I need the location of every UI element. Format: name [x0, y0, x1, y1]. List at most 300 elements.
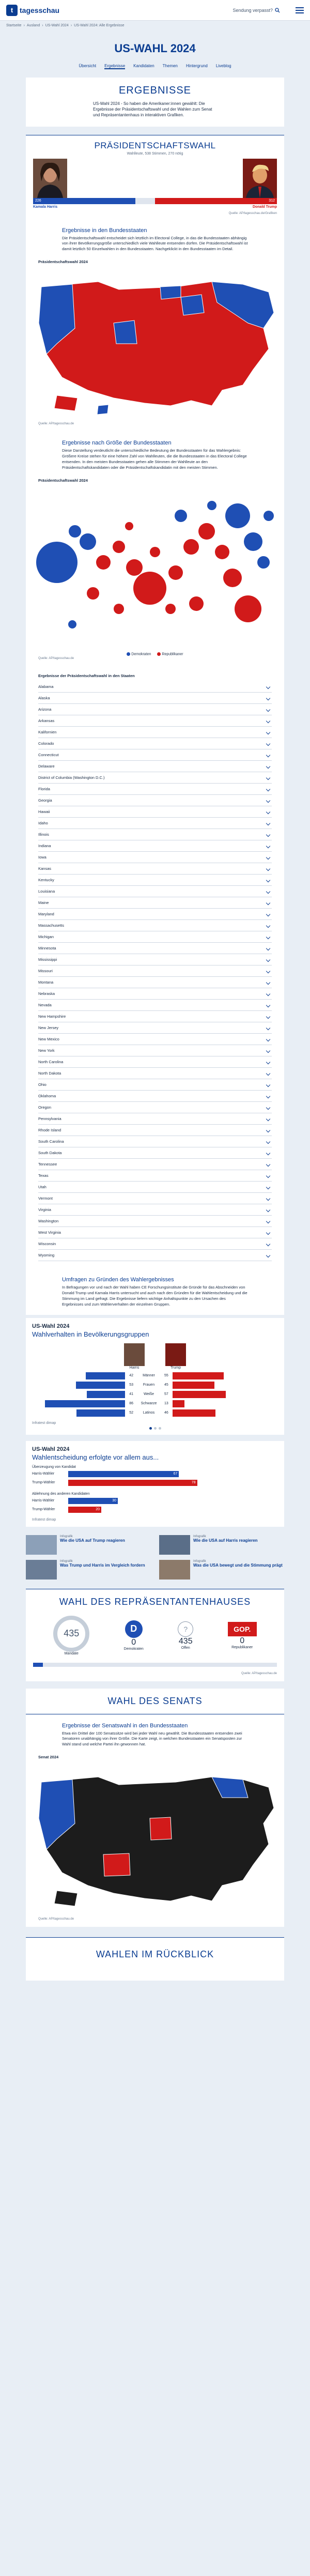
house-card	[26, 1589, 284, 1681]
state-row[interactable]	[38, 1159, 272, 1170]
survey-row	[32, 1390, 278, 1399]
chevron-down-icon	[266, 1116, 270, 1121]
state-name: Oregon	[38, 1105, 52, 1110]
page-title: US-WAHL 2024	[114, 42, 196, 55]
chevron-down-icon	[266, 787, 270, 791]
survey1-portraits	[32, 1338, 278, 1372]
state-name: Florida	[38, 787, 50, 792]
chevron-down-icon	[266, 798, 270, 802]
state-name: Idaho	[38, 821, 48, 826]
state-name: Wisconsin	[38, 1241, 56, 1247]
breadcrumb-item[interactable]: Startseite	[6, 24, 22, 27]
state-row[interactable]	[38, 943, 272, 954]
results-intro: US-Wahl 2024 - So haben die Amerikaner:innen gewählt: Die Ergebnisse der Präsidentschaftswahl und der Wahlen zum Senat und Repräsentantenhaus in interaktiven Grafiken.	[93, 101, 212, 118]
survey-value-left: 41	[129, 1392, 133, 1397]
survey2-title: Wahlentscheidung erfolgte vor allem aus...	[32, 1453, 159, 1461]
map-label: Präsidentschaftswahl 2024	[38, 259, 88, 265]
electoral-vote-bar	[33, 198, 277, 204]
state-row[interactable]	[38, 715, 272, 727]
chevron-down-icon	[266, 1139, 270, 1143]
house-dem-label: Demokraten	[123, 1647, 144, 1651]
state-row[interactable]	[38, 1227, 272, 1238]
state-row[interactable]	[38, 863, 272, 875]
survey2-row-label: Trump-Wähler	[32, 1481, 55, 1485]
state-name: Iowa	[38, 855, 47, 860]
survey-row	[32, 1409, 278, 1417]
survey-bar-left	[87, 1391, 125, 1398]
chevron-down-icon	[266, 1014, 270, 1018]
harris-portrait	[33, 159, 67, 198]
chevron-down-icon	[266, 1082, 270, 1086]
survey-bar-right	[173, 1409, 215, 1417]
survey1-card	[26, 1318, 284, 1435]
bubble-legend	[26, 650, 284, 656]
state-name: Missouri	[38, 969, 53, 974]
chevron-down-icon	[266, 1241, 270, 1246]
chevron-down-icon	[266, 1185, 270, 1189]
state-name: Delaware	[38, 764, 55, 769]
house-open: 435	[178, 1636, 193, 1646]
pres-title: PRÄSIDENTSCHAFTSWAHL	[94, 140, 216, 150]
menu-icon[interactable]	[296, 7, 304, 13]
state-name: Alaska	[38, 696, 50, 701]
state-row[interactable]	[38, 795, 272, 806]
trump-ev: 312	[155, 198, 277, 204]
state-row[interactable]	[38, 840, 272, 852]
state-name: South Dakota	[38, 1151, 62, 1156]
state-name: New Hampshire	[38, 1014, 66, 1019]
state-name: Arizona	[38, 707, 52, 712]
state-row[interactable]	[38, 749, 272, 761]
state-name: Minnesota	[38, 946, 56, 951]
candidate-row	[26, 156, 284, 198]
state-row[interactable]	[38, 1113, 272, 1125]
state-name: Louisiana	[38, 889, 55, 894]
state-name: Mississippi	[38, 957, 57, 962]
senate-source: Quelle: AP/tagesschau.de	[38, 1918, 74, 1921]
chevron-down-icon	[266, 1025, 270, 1030]
state-name: Washington	[38, 1219, 59, 1224]
state-name: Alabama	[38, 684, 54, 689]
state-row[interactable]	[38, 1056, 272, 1068]
state-row[interactable]	[38, 1022, 272, 1034]
state-name: Ohio	[38, 1082, 47, 1087]
bubble-map[interactable]	[26, 485, 284, 650]
results-title: ERGEBNISSE	[118, 85, 192, 96]
state-row[interactable]	[38, 875, 272, 886]
senate-label: Senat 2024	[38, 1755, 59, 1760]
state-row[interactable]	[38, 1147, 272, 1159]
state-name: South Carolina	[38, 1139, 64, 1144]
survey2-rows1	[32, 1470, 278, 1486]
chevron-down-icon	[266, 1048, 270, 1052]
state-row[interactable]	[38, 1250, 272, 1261]
survey-row	[32, 1372, 278, 1380]
survey-row	[32, 1381, 278, 1389]
senate-heading: Ergebnisse der Senatswahl in den Bundesstaaten	[62, 1722, 188, 1729]
map-source: Quelle: AP/tagesschau.de	[38, 422, 74, 426]
senate-map[interactable]	[26, 1761, 284, 1916]
chevron-down-icon	[266, 855, 270, 859]
senate-article	[26, 1714, 284, 1927]
state-name: Virginia	[38, 1207, 51, 1213]
bubble-heading: Ergebnisse nach Größe der Bundesstaaten	[62, 440, 172, 447]
state-name: Vermont	[38, 1196, 53, 1201]
chevron-down-icon	[266, 1037, 270, 1041]
survey2-row	[32, 1497, 278, 1505]
chevron-down-icon	[266, 946, 270, 950]
chevron-down-icon	[266, 684, 270, 688]
survey-value-left: 42	[129, 1374, 133, 1378]
state-name: Hawaii	[38, 809, 50, 815]
chevron-down-icon	[266, 1094, 270, 1098]
survey-row-label: Weiße	[143, 1392, 154, 1397]
state-row[interactable]	[38, 920, 272, 931]
survey-article	[26, 1268, 284, 1315]
state-name: Kansas	[38, 866, 52, 871]
survey2-row-label: Harris-Wähler	[32, 1472, 55, 1476]
survey-value-right: 45	[164, 1383, 168, 1387]
state-row[interactable]	[38, 1079, 272, 1091]
state-row[interactable]	[38, 1000, 272, 1011]
survey1-title: Wahlverhalten in Bevölkerungsgruppen	[32, 1330, 149, 1338]
chevron-down-icon	[266, 1105, 270, 1109]
chevron-down-icon	[266, 900, 270, 904]
chevron-down-icon	[266, 730, 270, 734]
state-row[interactable]	[38, 772, 272, 784]
state-row[interactable]	[38, 886, 272, 897]
survey2-row	[32, 1479, 278, 1486]
gop-logo-icon: GOP.	[228, 1622, 257, 1636]
trump-name: Donald Trump	[252, 205, 277, 209]
state-row[interactable]	[38, 897, 272, 909]
search-area[interactable]	[233, 8, 280, 13]
state-name: Utah	[38, 1185, 47, 1190]
state-row[interactable]	[38, 1182, 272, 1193]
harris-name: Kamala Harris	[33, 205, 58, 209]
survey-bar-right	[173, 1400, 184, 1407]
survey-bar-left	[86, 1372, 125, 1379]
state-row[interactable]	[38, 988, 272, 1000]
state-row[interactable]	[38, 965, 272, 977]
chevron-down-icon	[266, 707, 270, 711]
survey-heading: Umfragen zu Gründen des Wahlergebnisses	[62, 1277, 174, 1283]
pres-card	[26, 135, 284, 219]
survey2-value: 67	[173, 1472, 178, 1476]
senate-title-card	[26, 1689, 284, 1714]
chevron-down-icon	[266, 1207, 270, 1212]
candidate-names	[26, 204, 284, 210]
state-name: Maryland	[38, 912, 54, 917]
chevron-down-icon	[266, 912, 270, 916]
chevron-down-icon	[266, 1230, 270, 1234]
survey2-row	[32, 1506, 278, 1513]
house-stats	[26, 1607, 284, 1660]
state-row[interactable]	[38, 1011, 272, 1022]
top-bar	[0, 0, 310, 21]
survey-row-label: Latinos	[143, 1411, 155, 1415]
state-name: New York	[38, 1048, 55, 1053]
state-row[interactable]	[38, 738, 272, 749]
state-row[interactable]	[38, 954, 272, 965]
state-row[interactable]	[38, 1238, 272, 1250]
retro-card	[26, 1938, 284, 1981]
survey1-kicker: US-Wahl 2024	[32, 1323, 70, 1329]
map-article	[26, 219, 284, 432]
subnav-tabs	[0, 64, 310, 69]
state-row[interactable]	[38, 1125, 272, 1136]
survey1-left: Harris	[129, 1366, 140, 1370]
state-row[interactable]	[38, 761, 272, 772]
house-dem: 0	[131, 1637, 136, 1647]
tab-liveblog[interactable]: Liveblog	[215, 64, 231, 68]
state-name: Kalifornien	[38, 730, 57, 735]
chevron-down-icon	[266, 844, 270, 848]
state-row[interactable]	[38, 1193, 272, 1204]
house-open-label: Offen	[181, 1646, 190, 1650]
chevron-down-icon	[266, 878, 270, 882]
retro-title: WAHLEN IM RÜCKBLICK	[96, 1949, 214, 1960]
state-row[interactable]	[38, 784, 272, 795]
state-name: Arkansas	[38, 718, 55, 724]
survey-bar-right	[173, 1372, 224, 1379]
teaser-image	[159, 1560, 190, 1580]
states-title: Ergebnisse der Präsidentschaftswahl in den Staaten	[38, 673, 135, 679]
breadcrumb-item[interactable]: US-Wahl 2024	[45, 24, 69, 27]
tab-results[interactable]: Ergebnisse	[104, 64, 126, 68]
state-name: New Mexico	[38, 1037, 59, 1042]
chevron-down-icon	[266, 934, 270, 939]
house-rep: 0	[240, 1636, 245, 1645]
survey2-row	[32, 1470, 278, 1478]
survey2-value: 30	[112, 1499, 116, 1503]
house-title: WAHL DES REPRÄSENTANTENHAUSES	[59, 1596, 251, 1607]
chevron-down-icon	[266, 1162, 270, 1166]
state-name: Texas	[38, 1173, 49, 1178]
state-row[interactable]	[38, 977, 272, 988]
state-row[interactable]	[38, 1068, 272, 1079]
state-name: West Virginia	[38, 1230, 61, 1235]
state-name: Wyoming	[38, 1253, 55, 1258]
teaser-grid	[26, 1535, 284, 1580]
chevron-down-icon	[266, 923, 270, 927]
carousel-dots[interactable]	[32, 1425, 278, 1430]
state-row[interactable]	[38, 806, 272, 818]
state-row[interactable]	[38, 909, 272, 920]
bubble-article	[26, 432, 284, 666]
state-name: Oklahoma	[38, 1094, 56, 1099]
chevron-down-icon	[266, 1219, 270, 1223]
chevron-down-icon	[266, 809, 270, 814]
state-row[interactable]	[38, 1034, 272, 1045]
tab-topics[interactable]: Themen	[162, 64, 178, 68]
state-name: Kentucky	[38, 878, 54, 883]
chevron-down-icon	[266, 821, 270, 825]
chevron-down-icon	[266, 991, 270, 995]
trump-portrait	[243, 159, 277, 198]
survey2-card	[26, 1441, 284, 1527]
survey2-value: 20	[96, 1508, 100, 1512]
bubble-source: Quelle: AP/tagesschau.de	[38, 657, 74, 661]
survey-bar-right	[173, 1382, 214, 1389]
state-row[interactable]	[38, 1045, 272, 1056]
survey-row-label: Männer	[143, 1374, 155, 1378]
chevron-down-icon	[266, 741, 270, 745]
survey2-bar	[68, 1471, 179, 1477]
survey-value-right: 55	[164, 1374, 168, 1378]
logo-text: tagesschau	[20, 6, 60, 14]
teaser-item[interactable]: Infografik Was Trump und Harris im Vergleich fordern	[26, 1560, 151, 1580]
teaser-item[interactable]: Infografik Was die USA bewegt und die Stimmung prägt	[159, 1560, 284, 1580]
survey-value-right: 46	[164, 1411, 168, 1415]
chevron-down-icon	[266, 718, 270, 723]
state-name: Maine	[38, 900, 49, 906]
tab-overview[interactable]: Übersicht	[79, 64, 97, 68]
state-row[interactable]	[38, 852, 272, 863]
harris-ev: 226	[33, 198, 135, 204]
state-row[interactable]	[38, 693, 272, 704]
state-name: Illinois	[38, 832, 49, 837]
house-total-label: Mandate	[64, 1651, 79, 1655]
survey-row-label: Schwarze	[141, 1402, 157, 1406]
chevron-down-icon	[266, 764, 270, 768]
survey-value-right: 57	[164, 1392, 168, 1397]
pres-subtitle: Wahlleute, 538 Stimmen, 270 nötig	[127, 151, 183, 156]
bubble-text: Diese Darstellung verdeutlicht die unterschiedliche Bedeutung der Bundesstaaten für das Wahlergebnis: Größere Kreise stehen für eine höhere Zahl von Wahlleuten, die die Bundesstaaten in das Electoral College entsenden. In den meisten Bundesstaaten gehen alle Stimmen der Wahlleute an den Präsidentschaftskandidaten oder die Präsidentschaftskandidatin mit den meisten Stimmen.	[62, 448, 247, 470]
survey2-bar	[68, 1507, 101, 1513]
chevron-down-icon	[266, 1151, 270, 1155]
state-name: District of Columbia (Washington D.C.)	[38, 775, 105, 780]
survey-row-label: Frauen	[143, 1383, 155, 1387]
results-intro-card	[26, 78, 284, 127]
survey-value-right: 13	[164, 1402, 168, 1406]
legend-dem: Demokraten	[127, 652, 151, 656]
state-name: Nebraska	[38, 991, 55, 996]
survey-value-left: 52	[129, 1411, 133, 1415]
survey1-footer: Infratest dimap	[32, 1421, 56, 1425]
chevron-down-icon	[266, 832, 270, 836]
breadcrumb: Startseite › Ausland › US-Wahl 2024 › US-Wahl 2024: Alle Ergebnisse	[6, 24, 125, 27]
tab-candidates[interactable]: Kandidaten	[133, 64, 154, 68]
survey2-group1: Überzeugung von Kandidat	[32, 1465, 76, 1469]
teaser-item[interactable]: Infografik Wie die USA auf Trump reagieren	[26, 1535, 151, 1555]
logo-mark: t	[6, 5, 18, 16]
teaser-item[interactable]: Infografik Wie die USA auf Harris reagieren	[159, 1535, 284, 1555]
breadcrumb-item[interactable]: Ausland	[26, 24, 40, 27]
state-name: Nevada	[38, 1003, 52, 1008]
state-row[interactable]	[38, 1170, 272, 1182]
senate-text: Etwa ein Drittel der 100 Senatssitze wird bei jeder Wahl neu gewählt. Die Bundesstaaten entsenden zwei Senatoren unabhängig von ihrer Größe. Die Karte zeigt, in welchen Bundesstaaten ein Senatsposten zur Wahl stand und welche Partei ihn gewonnen hat.	[62, 1730, 242, 1747]
state-row[interactable]	[38, 1091, 272, 1102]
survey2-value: 78	[191, 1481, 196, 1485]
chevron-down-icon	[266, 1173, 270, 1177]
house-source: Quelle: AP/tagesschau.de	[241, 1672, 277, 1675]
tagesschau-logo[interactable]	[6, 5, 59, 16]
chevron-down-icon	[266, 1003, 270, 1007]
state-row[interactable]	[38, 1136, 272, 1147]
chevron-down-icon	[266, 969, 270, 973]
state-row[interactable]	[38, 704, 272, 715]
map-heading: Ergebnisse in den Bundesstaaten	[62, 227, 147, 234]
house-total-donut: 435	[53, 1616, 89, 1652]
state-name: Rhode Island	[38, 1128, 61, 1133]
map-text: Die Präsidentschaftswahl entscheidet sich letztlich im Electoral College, in das die Bundesstaaten abhängig von ihrer Bevölkerungsgröße unterschiedlich viele Wahlleute entsenden dürfen. Die Präsidentschaftswahl ist damit letztlich 50 Einzelwahlen in den Bundesstaaten. Nachgeklickt in den Bundesstaaten im Detail.	[62, 235, 248, 252]
us-results-map[interactable]	[26, 266, 284, 421]
state-name: Massachusetts	[38, 923, 65, 928]
state-row[interactable]	[38, 1102, 272, 1113]
state-name: Michigan	[38, 934, 54, 940]
open-seats-icon: ?	[178, 1621, 193, 1637]
survey2-kicker: US-Wahl 2024	[32, 1446, 70, 1452]
bubble-label: Präsidentschaftswahl 2024	[38, 478, 88, 483]
state-name: New Jersey	[38, 1025, 59, 1031]
breadcrumb-item: US-Wahl 2024: Alle Ergebnisse	[74, 24, 125, 27]
state-name: North Carolina	[38, 1060, 64, 1065]
state-row[interactable]	[38, 1204, 272, 1216]
state-name: Indiana	[38, 844, 51, 849]
state-name: Connecticut	[38, 753, 59, 758]
search-icon[interactable]	[275, 8, 280, 13]
chevron-down-icon	[266, 980, 270, 984]
state-row[interactable]	[38, 931, 272, 943]
state-row[interactable]	[38, 1216, 272, 1227]
state-row[interactable]	[38, 829, 272, 840]
state-name: Montana	[38, 980, 54, 985]
tab-background[interactable]: Hintergrund	[186, 64, 208, 68]
teaser-image	[26, 1535, 57, 1555]
chevron-down-icon	[266, 957, 270, 961]
state-name: Georgia	[38, 798, 52, 803]
legend-rep: Republikaner	[157, 652, 183, 656]
survey2-row-label: Harris-Wähler	[32, 1499, 55, 1503]
survey-text: In Befragungen vor und nach der Wahl haben CE Forschungsinstitute die Gründe für das Abschneiden von Donald Trump und Kamala Harris untersucht und auch nach den Gründen für die Wahlentscheidung und die Stimmung im Land gefragt. Die Ergebnisse liefern wichtige Anhaltspunkte zu den Ursachen des Ergebnisses und zum Wählerverhalten der einzelnen Gruppen.	[62, 1285, 247, 1307]
state-name: North Dakota	[38, 1071, 61, 1076]
state-name: Pennsylvania	[38, 1116, 61, 1122]
state-row[interactable]	[38, 681, 272, 693]
chevron-down-icon	[266, 889, 270, 893]
survey2-bar	[68, 1480, 197, 1486]
state-row[interactable]	[38, 818, 272, 829]
survey2-group2: Ablehnung des anderen Kandidaten	[32, 1492, 90, 1496]
democrat-logo-icon: D	[125, 1620, 143, 1638]
survey-row	[32, 1400, 278, 1408]
teaser-image	[26, 1560, 57, 1580]
states-list	[26, 681, 284, 1261]
survey-value-left: 53	[129, 1383, 133, 1387]
survey1-rows	[32, 1372, 278, 1417]
chevron-down-icon	[266, 775, 270, 779]
survey-bar-left	[45, 1400, 125, 1407]
house-rep-label: Republikaner	[231, 1645, 253, 1649]
house-bar	[33, 1663, 277, 1667]
chevron-down-icon	[266, 1253, 270, 1257]
senate-title: WAHL DES SENATS	[107, 1695, 203, 1706]
states-list-card	[26, 666, 284, 1268]
survey-bar-left	[76, 1382, 125, 1389]
survey2-rows2	[32, 1497, 278, 1513]
survey2-footer: Infratest dimap	[32, 1517, 56, 1522]
survey2-row-label: Trump-Wähler	[32, 1508, 55, 1512]
chevron-down-icon	[266, 753, 270, 757]
chevron-down-icon	[266, 866, 270, 870]
chevron-down-icon	[266, 1128, 270, 1132]
state-row[interactable]	[38, 727, 272, 738]
search-label[interactable]: Sendung verpasst?	[233, 7, 273, 13]
chevron-down-icon	[266, 1196, 270, 1200]
chevron-down-icon	[266, 1071, 270, 1075]
pres-source: Quelle: AP/tagesschau.de/Grafiken	[228, 211, 277, 215]
chevron-down-icon	[266, 696, 270, 700]
